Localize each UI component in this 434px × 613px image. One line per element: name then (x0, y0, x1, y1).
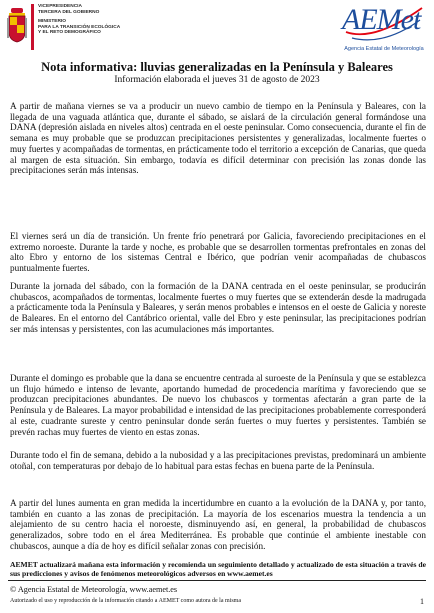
government-divider (31, 4, 34, 50)
government-logo (6, 4, 124, 54)
coat-of-arms-icon (6, 6, 28, 44)
aemet-logo (338, 2, 430, 58)
gov-line-2: TERCERA DEL GOBIERNO (38, 9, 100, 15)
gov-line-1: VICEPRESIDENCIA (38, 4, 82, 9)
footer-notice: Autorizado el uso y reproducción de la información citando a AEMET como autora de la misma (10, 598, 241, 604)
ministry-name (38, 4, 138, 36)
footer-copyright: © Agencia Estatal de Meteorología, www.aemet.es (10, 585, 178, 594)
paragraph-2: El viernes será un día de transición. Un frente frío penetrará por Galicia, favoreciendo precipitaciones en el extremo noroeste. Durante la tarde y noche, es probable que se desarrollen tormentas prefrontales en zonas del alto Ebro y entorno de los sistemas Central e Ibérico, que podrían venir acompañadas de chubascos puntualmente fuertes. (10, 231, 426, 274)
aemet-subtitle: Agencia Estatal de Meteorología (344, 46, 424, 52)
gov-line-5: Y EL RETO DEMOGRÁFICO (38, 30, 101, 36)
aemet-wordmark: AEMet (342, 3, 421, 36)
paragraph-1: A partir de mañana viernes se va a producir un nuevo cambio de tiempo en la Península y Baleares, con la llegada de una vaguada atlántica que, durante el sábado, se aislará de la circulación general formándose una DANA (depresión aislada en niveles altos) centrada en el oeste peninsular. Como consecuencia, durante el fin de semana es muy probable que se produzcan precipitaciones persistentes y generalizadas, localmente fuertes o muy fuertes y acompañadas de tormentas, en prácticamente todo el territorio a excepción de Canarias, que queda al margen de esta situación. Sin embargo, todavía es difícil determinar con precisión las zonas donde las precipitaciones serán más intensas. (10, 101, 426, 176)
paragraph-3: Durante la jornada del sábado, con la formación de la DANA centrada en el oeste peninsular, se producirán chubascos, acompañados de tormentas, localmente fuertes o muy fuertes que se extenderán desde la madrugada a prácticamente toda la Península y Baleares, y serán menos probables e intensos en el oeste de Galicia y noreste de Baleares. En el entorno del Cantábrico oriental, valle del Ebro y este peninsular, las precipitaciones podrían ser más intensas y persistentes, con las acumulaciones más importantes. (10, 281, 426, 334)
document-header (0, 0, 434, 60)
closing-note: AEMET actualizará mañana esta información y recomienda un seguimiento detallado y actualizado de esta situación a través de sus predicciones y avisos de fenómenos meteorológicos adversos en www.aemet.es (10, 560, 426, 579)
document-body (10, 101, 426, 578)
footer-divider (8, 580, 426, 581)
gov-line-4: PARA LA TRANSICIÓN ECOLÓGICA (38, 24, 121, 30)
paragraph-6: A partir del lunes aumenta en gran medida la incertidumbre en cuanto a la evolución de la DANA y, por tanto, también en cuanto a las zonas de precipitación. La mayoría de los escenarios muestra la tendencia a un alejamiento de su centro hacia el noroeste, disminuyendo así, en general, la probabilidad de chubascos generalizados, sobre todo en el área Mediterránea. Es probable que continúe el ambiente inestable con chubascos, aunque a día de hoy es difícil señalar zonas con precisión. (10, 498, 426, 551)
gov-line-3: MINISTERIO (38, 19, 66, 25)
page-title: Nota informativa: lluvias generalizadas en la Península y Baleares (41, 60, 393, 74)
paragraph-5: Durante todo el fin de semana, debido a la nubosidad y a las precipitaciones previstas, predominará un ambiente otoñal, con temperaturas por debajo de lo habitual para estas fechas en buena parte de la Península. (10, 450, 426, 471)
page-number: 1 (420, 597, 424, 606)
paragraph-4: Durante el domingo es probable que la dana se encuentre centrada al suroeste de la Península y que se establezca un flujo húmedo e intenso de levante, aportando humedad de procedencia marítima y favoreciendo que se produzcan precipitaciones abundantes. De nuevo los chubascos y tormentas afectarán a gran parte de la Península y de Baleares. La mayor probabilidad e intensidad de las precipitaciones probablemente corresponderá al este, cuadrante sureste y centro peninsular donde serán fuertes o muy fuertes y persistentes. También se prevén rachas muy fuertes de viento en estas zonas. (10, 373, 426, 437)
page-subtitle: Información elaborada el jueves 31 de agosto de 2023 (114, 75, 320, 85)
